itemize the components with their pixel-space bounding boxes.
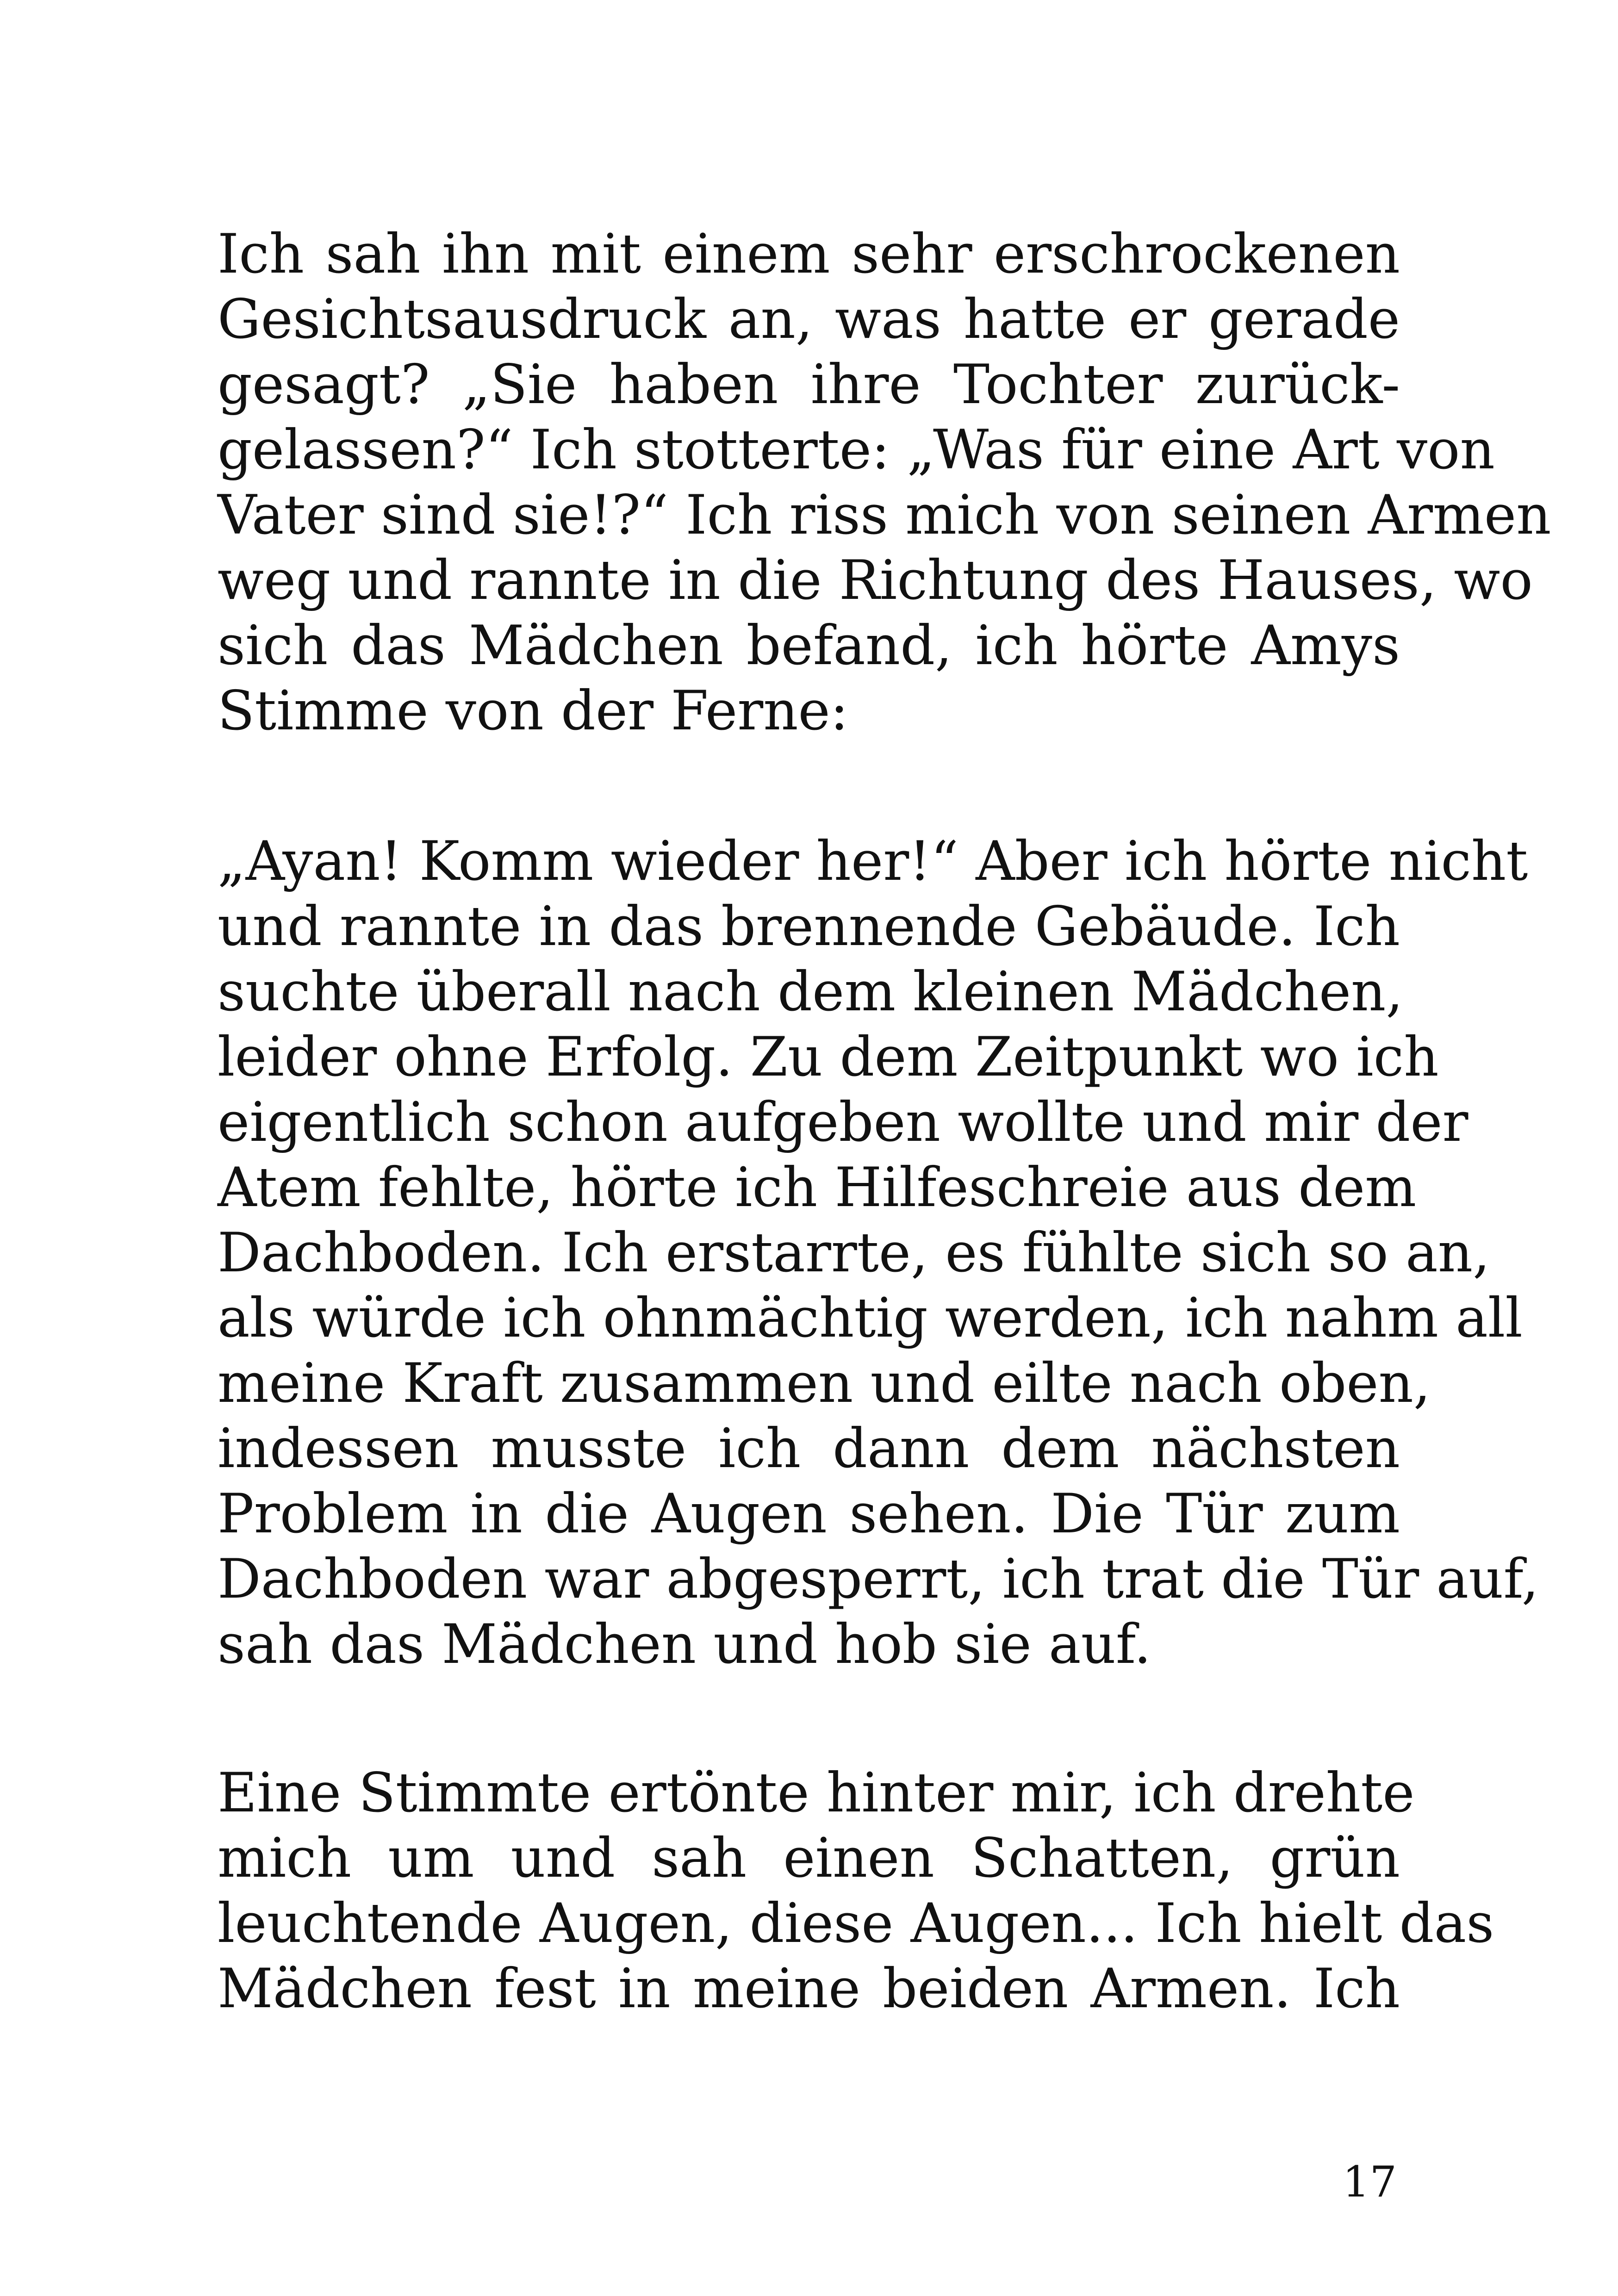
text-line: Dachboden. Ich erstarrte, es fühlte sich so an, — [218, 1221, 1490, 1284]
paragraph-1 — [218, 221, 1551, 743]
text-line: Vater sind sie!?“ Ich riss mich von seinen Armen — [218, 483, 1551, 547]
text-line: als würde ich ohnmächtig werden, ich nahm all — [218, 1286, 1523, 1350]
text-line: und rannte in das brennende Gebäude. Ich — [218, 895, 1400, 958]
text-line: weg und rannte in die Richtung des Hauses, wo — [218, 548, 1533, 612]
text-line: indessen musste ich dann dem nächsten — [218, 1417, 1400, 1480]
text-line: sah das Mädchen und hob sie auf. — [218, 1612, 1151, 1676]
text-line: sich das Mädchen befand, ich hörte Amys — [218, 614, 1400, 677]
text-line: Ich sah ihn mit einem sehr erschrockenen — [218, 222, 1400, 286]
text-line: Problem in die Augen sehen. Die Tür zum — [218, 1482, 1400, 1545]
text-line: Mädchen fest in meine beiden Armen. Ich — [218, 1957, 1400, 2020]
text-line: leider ohne Erfolg. Zu dem Zeitpunkt wo ich — [218, 1025, 1439, 1089]
paragraph-3 — [218, 1760, 1494, 2021]
text-line: suchte überall nach dem kleinen Mädchen, — [218, 960, 1403, 1023]
text-line: mich um und sah einen Schatten, grün — [218, 1826, 1400, 1890]
text-line: meine Kraft zusammen und eilte nach oben, — [218, 1351, 1431, 1415]
text-line: Eine Stimmte ertönte hinter mir, ich drehte — [218, 1761, 1415, 1824]
text-line: „Ayan! Komm wieder her!“ Aber ich hörte nicht — [218, 829, 1528, 893]
paragraph-2 — [218, 828, 1539, 1677]
text-line: gelassen?“ Ich stotterte: „Was für eine Art von — [218, 418, 1495, 481]
text-line: eigentlich schon aufgeben wollte und mir der — [218, 1090, 1469, 1154]
text-line: Gesichtsausdruck an, was hatte er gerade — [218, 287, 1400, 351]
text-line: Stimme von der Ferne: — [218, 679, 849, 742]
text-line: Dachboden war abgesperrt, ich trat die Tür auf, — [218, 1547, 1539, 1611]
page-number: 17 — [1342, 2157, 1397, 2207]
text-line: gesagt? „Sie haben ihre Tochter zurück- — [218, 353, 1400, 416]
text-line: leuchtende Augen, diese Augen... Ich hielt das — [218, 1892, 1494, 1955]
text-line: Atem fehlte, hörte ich Hilfeschreie aus dem — [218, 1156, 1417, 1219]
